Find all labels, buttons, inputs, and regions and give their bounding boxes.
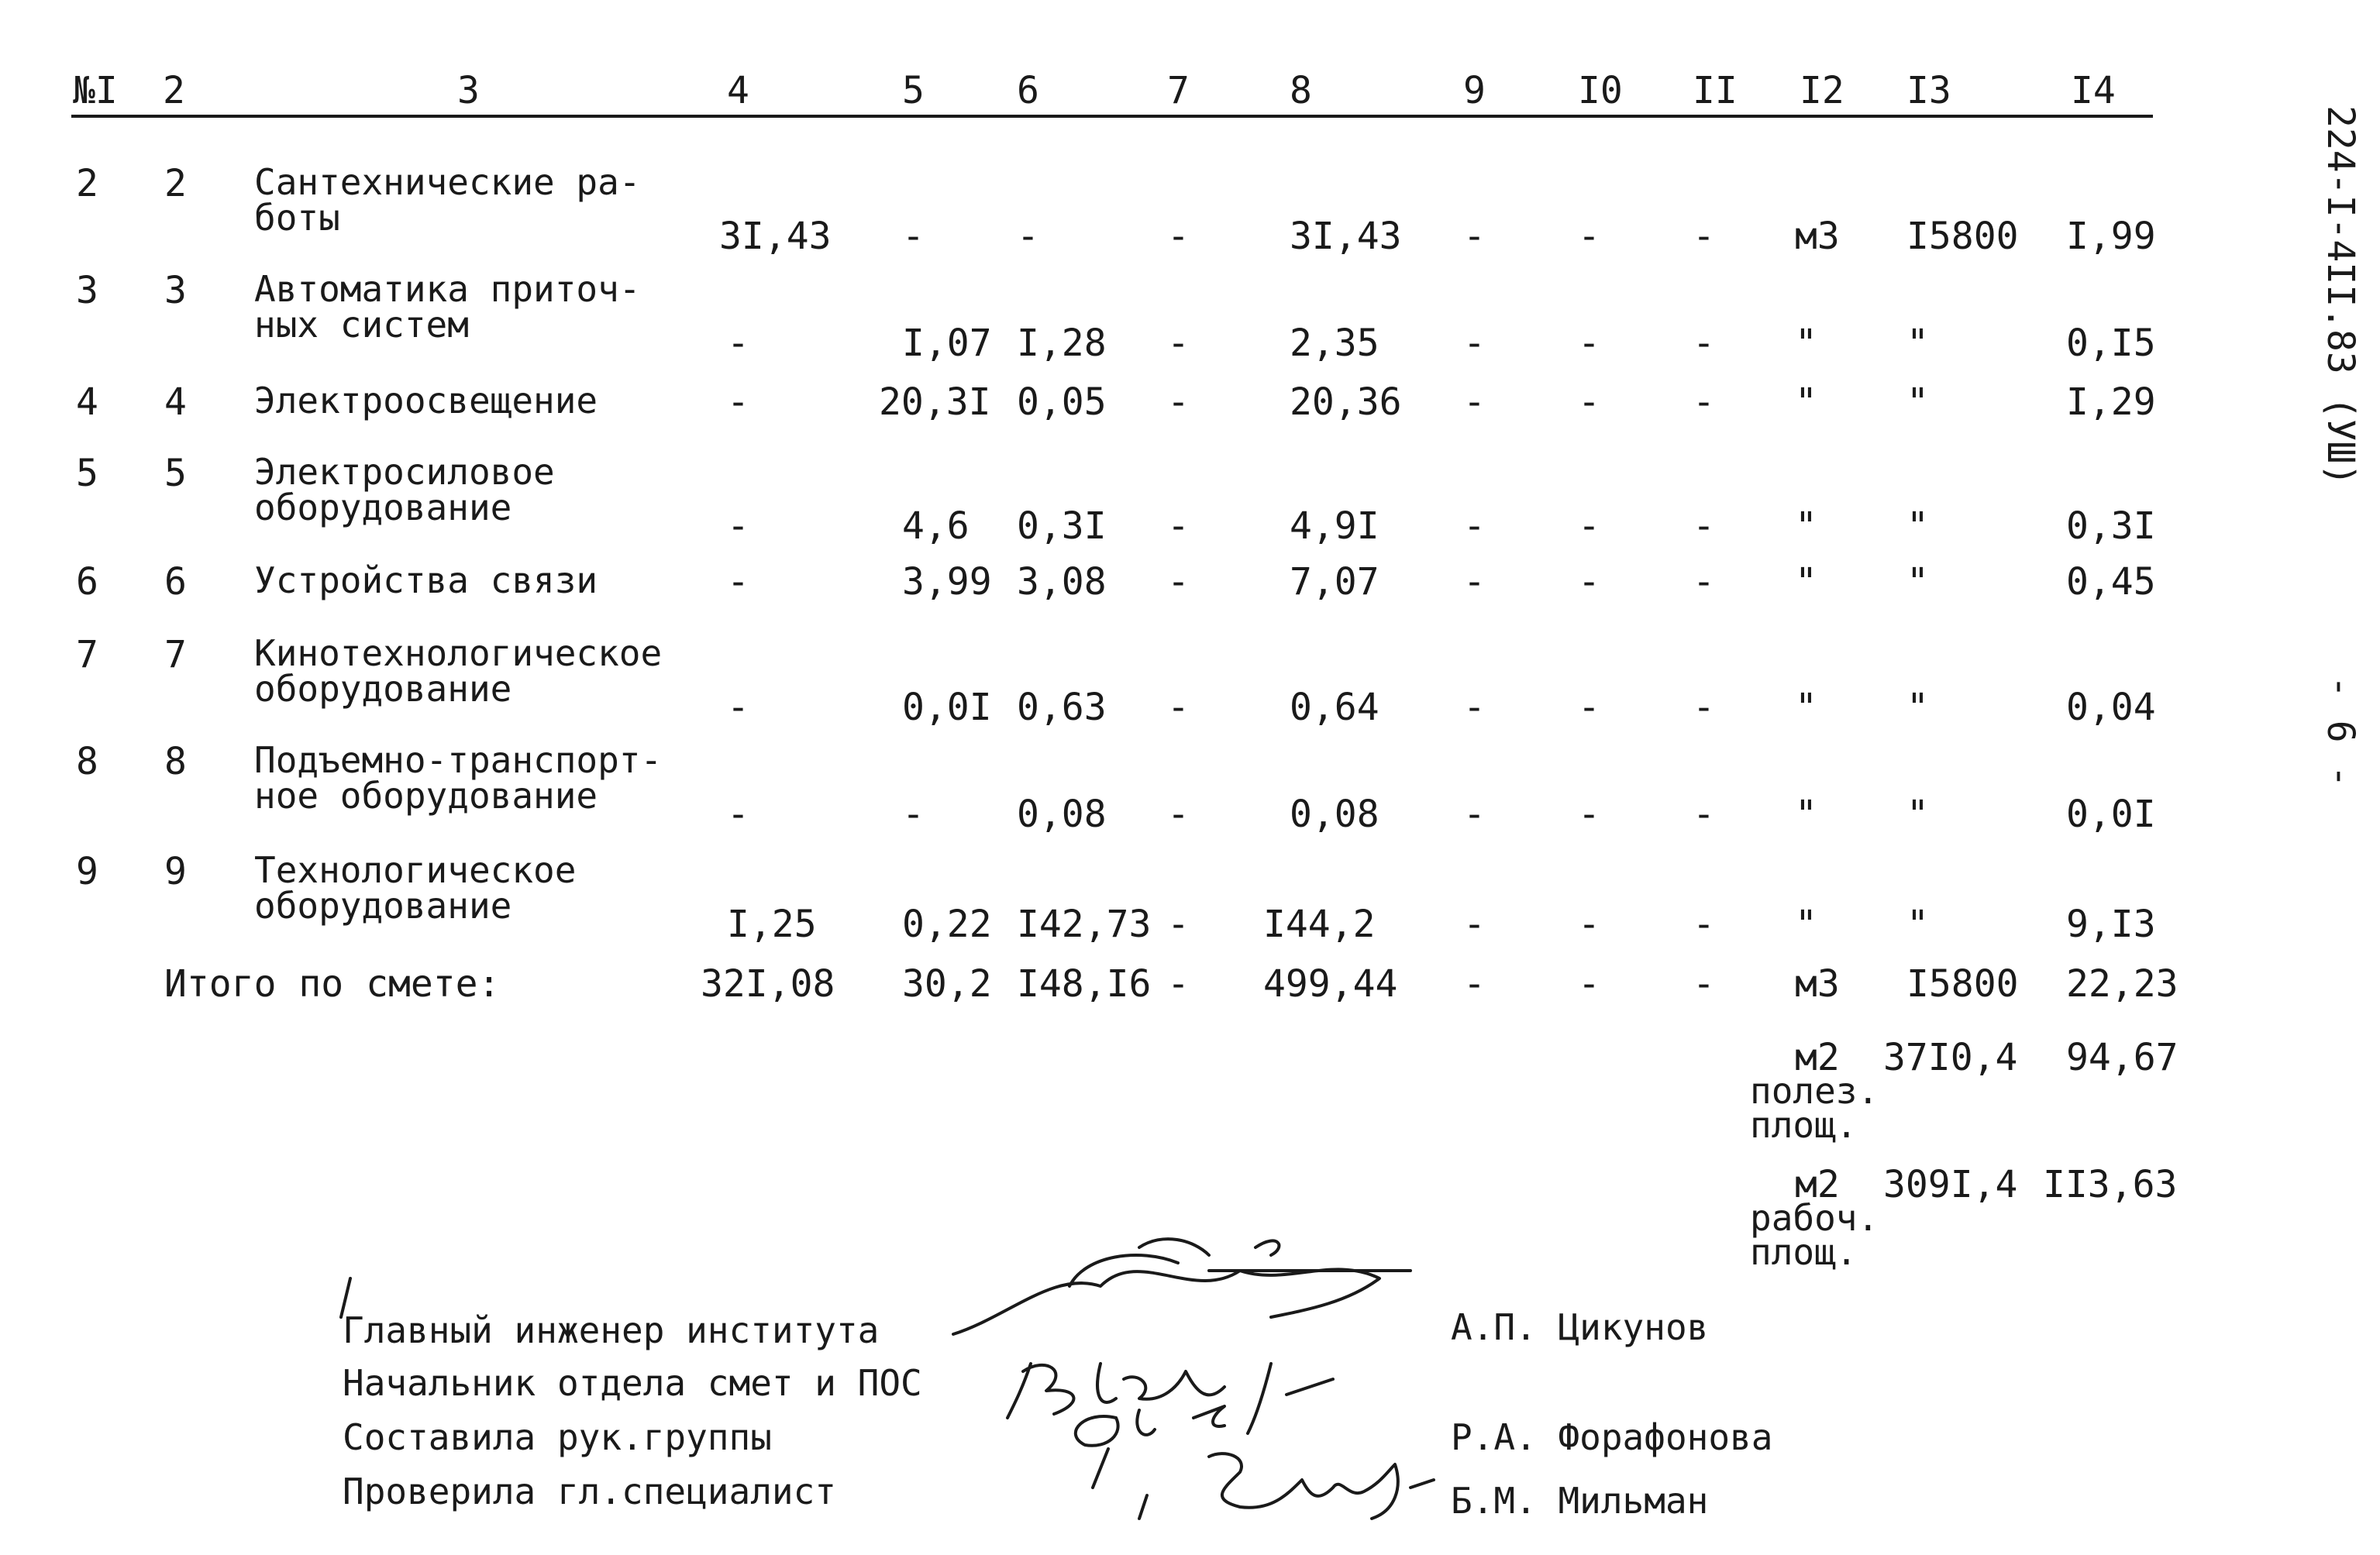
header-col-6: 6: [1017, 69, 1039, 112]
row-col-13: ": [1906, 686, 1929, 729]
row-number: 9: [76, 850, 98, 893]
row-col-4: I,25: [727, 903, 817, 946]
row-col-5: 0,22: [902, 903, 992, 946]
row-col-5: -: [902, 215, 925, 258]
row-col-4: 3I,43: [719, 215, 832, 258]
row-col-11: -: [1693, 504, 1715, 548]
row-col-10: -: [1578, 686, 1600, 729]
row-col-11: -: [1693, 380, 1715, 424]
extra-col-13: 309I,4: [1883, 1163, 2018, 1206]
row-col-9: -: [1463, 560, 1486, 604]
row-position: 6: [164, 560, 187, 604]
row-col-6: 0,05: [1017, 380, 1107, 424]
header-col-13: I3: [1906, 69, 1951, 112]
row-col-4: -: [727, 686, 749, 729]
row-number: 2: [76, 162, 98, 205]
row-col-4: -: [727, 793, 749, 836]
row-position: 2: [164, 162, 187, 205]
row-col-11: -: [1693, 793, 1715, 836]
row-col-4: -: [727, 380, 749, 424]
row-col-12: ": [1795, 380, 1817, 424]
row-col-6: -: [1017, 215, 1039, 258]
row-col-5: 0,0I: [902, 686, 992, 729]
row-position: 3: [164, 269, 187, 312]
signature-mark-1: [341, 1239, 1410, 1334]
row-number: 6: [76, 560, 98, 604]
row-col-4: -: [727, 560, 749, 604]
row-number: 4: [76, 380, 98, 424]
row-col-10: -: [1578, 215, 1600, 258]
header-col-3: 3: [457, 69, 480, 112]
row-col-14: 0,I5: [2066, 322, 2156, 365]
row-work-name: Подъемно-транспорт- ное оборудование: [254, 739, 663, 817]
row-col-5: -: [902, 793, 925, 836]
extra-unit: м2: [1795, 1163, 1840, 1206]
signature-role: Главный инженер института: [343, 1309, 880, 1351]
row-work-name: Сантехнические ра- боты: [254, 161, 641, 239]
row-col-13: ": [1906, 504, 1929, 548]
row-work-name: Кинотехнологическое оборудование: [254, 632, 663, 710]
total-col-8: 499,44: [1263, 962, 1398, 1006]
signature-mark-2: [1007, 1364, 1333, 1433]
row-col-4: -: [727, 322, 749, 365]
total-col-9: -: [1463, 962, 1486, 1006]
header-col-1: №I: [73, 69, 118, 112]
row-col-13: ": [1906, 560, 1929, 604]
row-work-name: Технологическое оборудование: [254, 849, 577, 927]
total-col-6: I48,I6: [1017, 962, 1152, 1006]
signature-name: Б.М. Мильман: [1451, 1480, 1709, 1522]
row-col-8: I44,2: [1263, 903, 1376, 946]
signature-role: Проверила гл.специалист: [343, 1471, 836, 1512]
row-col-10: -: [1578, 560, 1600, 604]
row-col-7: -: [1167, 793, 1190, 836]
extra-col-13: 37I0,4: [1883, 1036, 2018, 1079]
extra-col-14: II3,63: [2043, 1163, 2178, 1206]
total-col-5: 30,2: [902, 962, 992, 1006]
row-col-12: м3: [1795, 215, 1840, 258]
total-col-12: м3: [1795, 962, 1840, 1006]
row-number: 8: [76, 740, 98, 783]
row-col-13: ": [1906, 903, 1929, 946]
row-col-9: -: [1463, 793, 1486, 836]
row-col-14: 9,I3: [2066, 903, 2156, 946]
row-col-9: -: [1463, 686, 1486, 729]
row-col-7: -: [1167, 215, 1190, 258]
row-col-10: -: [1578, 504, 1600, 548]
row-col-11: -: [1693, 322, 1715, 365]
signature-name: Р.А. Форафонова: [1451, 1416, 1773, 1458]
total-col-10: -: [1578, 962, 1600, 1006]
extra-qualifier: полез. площ.: [1750, 1070, 1879, 1146]
extra-qualifier: рабоч. площ.: [1750, 1197, 1879, 1273]
row-col-5: 20,3I: [879, 380, 991, 424]
row-col-7: -: [1167, 380, 1190, 424]
row-col-9: -: [1463, 215, 1486, 258]
row-col-12: ": [1795, 793, 1817, 836]
row-col-11: -: [1693, 215, 1715, 258]
header-col-10: I0: [1578, 69, 1623, 112]
row-col-8: 20,36: [1290, 380, 1402, 424]
row-col-12: ": [1795, 686, 1817, 729]
row-col-14: 0,0I: [2066, 793, 2156, 836]
row-position: 9: [164, 850, 187, 893]
row-col-10: -: [1578, 322, 1600, 365]
row-number: 7: [76, 633, 98, 676]
signature-role: Составила рук.группы: [343, 1416, 772, 1458]
row-col-9: -: [1463, 504, 1486, 548]
row-col-8: 0,64: [1290, 686, 1379, 729]
total-col-4: 32I,08: [701, 962, 835, 1006]
extra-unit: м2: [1795, 1036, 1840, 1079]
signature-mark-4: [1139, 1454, 1434, 1519]
row-col-14: 0,04: [2066, 686, 2156, 729]
row-col-14: I,29: [2066, 380, 2156, 424]
row-col-8: 0,08: [1290, 793, 1379, 836]
row-col-14: 0,45: [2066, 560, 2156, 604]
row-col-6: 3,08: [1017, 560, 1107, 604]
signature-mark-3: [1076, 1406, 1224, 1488]
header-col-14: I4: [2071, 69, 2116, 112]
header-col-7: 7: [1167, 69, 1190, 112]
total-col-13: I5800: [1906, 962, 2019, 1006]
total-col-11: -: [1693, 962, 1715, 1006]
header-col-8: 8: [1290, 69, 1312, 112]
header-col-9: 9: [1463, 69, 1486, 112]
row-col-9: -: [1463, 322, 1486, 365]
row-col-11: -: [1693, 560, 1715, 604]
row-col-8: 7,07: [1290, 560, 1379, 604]
row-col-13: ": [1906, 793, 1929, 836]
total-label: Итого по смете:: [164, 962, 501, 1006]
row-col-9: -: [1463, 903, 1486, 946]
row-position: 8: [164, 740, 187, 783]
row-col-12: ": [1795, 504, 1817, 548]
row-position: 4: [164, 380, 187, 424]
row-col-6: 0,08: [1017, 793, 1107, 836]
row-col-8: 3I,43: [1290, 215, 1402, 258]
row-col-12: ": [1795, 322, 1817, 365]
row-col-6: 0,3I: [1017, 504, 1107, 548]
header-col-12: I2: [1800, 69, 1844, 112]
row-col-7: -: [1167, 504, 1190, 548]
row-col-4: -: [727, 504, 749, 548]
row-col-8: 2,35: [1290, 322, 1379, 365]
extra-col-14: 94,67: [2066, 1036, 2179, 1079]
total-col-14: 22,23: [2066, 962, 2179, 1006]
row-work-name: Электроосвещение: [254, 380, 598, 421]
row-col-12: ": [1795, 903, 1817, 946]
document-code: 224-I-4II.83 (УШ): [2319, 105, 2362, 487]
header-col-4: 4: [727, 69, 749, 112]
row-work-name: Электросиловое оборудование: [254, 451, 555, 528]
signature-name: А.П. Цикунов: [1451, 1306, 1709, 1348]
row-col-13: ": [1906, 322, 1929, 365]
row-col-5: 4,6: [902, 504, 970, 548]
row-col-7: -: [1167, 560, 1190, 604]
row-col-13: ": [1906, 380, 1929, 424]
total-col-7: -: [1167, 962, 1190, 1006]
row-col-9: -: [1463, 380, 1486, 424]
row-col-10: -: [1578, 793, 1600, 836]
row-position: 5: [164, 452, 187, 495]
header-col-5: 5: [902, 69, 925, 112]
row-col-11: -: [1693, 686, 1715, 729]
row-col-7: -: [1167, 903, 1190, 946]
row-col-5: I,07: [902, 322, 992, 365]
row-number: 3: [76, 269, 98, 312]
row-col-7: -: [1167, 686, 1190, 729]
row-col-10: -: [1578, 380, 1600, 424]
row-work-name: Устройства связи: [254, 559, 598, 601]
row-col-14: I,99: [2066, 215, 2156, 258]
row-col-14: 0,3I: [2066, 504, 2156, 548]
page-number: - 6 -: [2319, 676, 2362, 788]
row-col-11: -: [1693, 903, 1715, 946]
row-col-5: 3,99: [902, 560, 992, 604]
row-col-6: 0,63: [1017, 686, 1107, 729]
row-col-10: -: [1578, 903, 1600, 946]
row-col-8: 4,9I: [1290, 504, 1379, 548]
row-number: 5: [76, 452, 98, 495]
header-col-11: II: [1693, 69, 1738, 112]
row-col-7: -: [1167, 322, 1190, 365]
row-col-12: ": [1795, 560, 1817, 604]
row-col-13: I5800: [1906, 215, 2019, 258]
row-position: 7: [164, 633, 187, 676]
row-work-name: Автоматика приточ- ных систем: [254, 268, 641, 346]
row-col-6: I,28: [1017, 322, 1107, 365]
signature-role: Начальник отдела смет и ПОС: [343, 1362, 922, 1404]
row-col-6: I42,73: [1017, 903, 1152, 946]
header-col-2: 2: [163, 69, 185, 112]
